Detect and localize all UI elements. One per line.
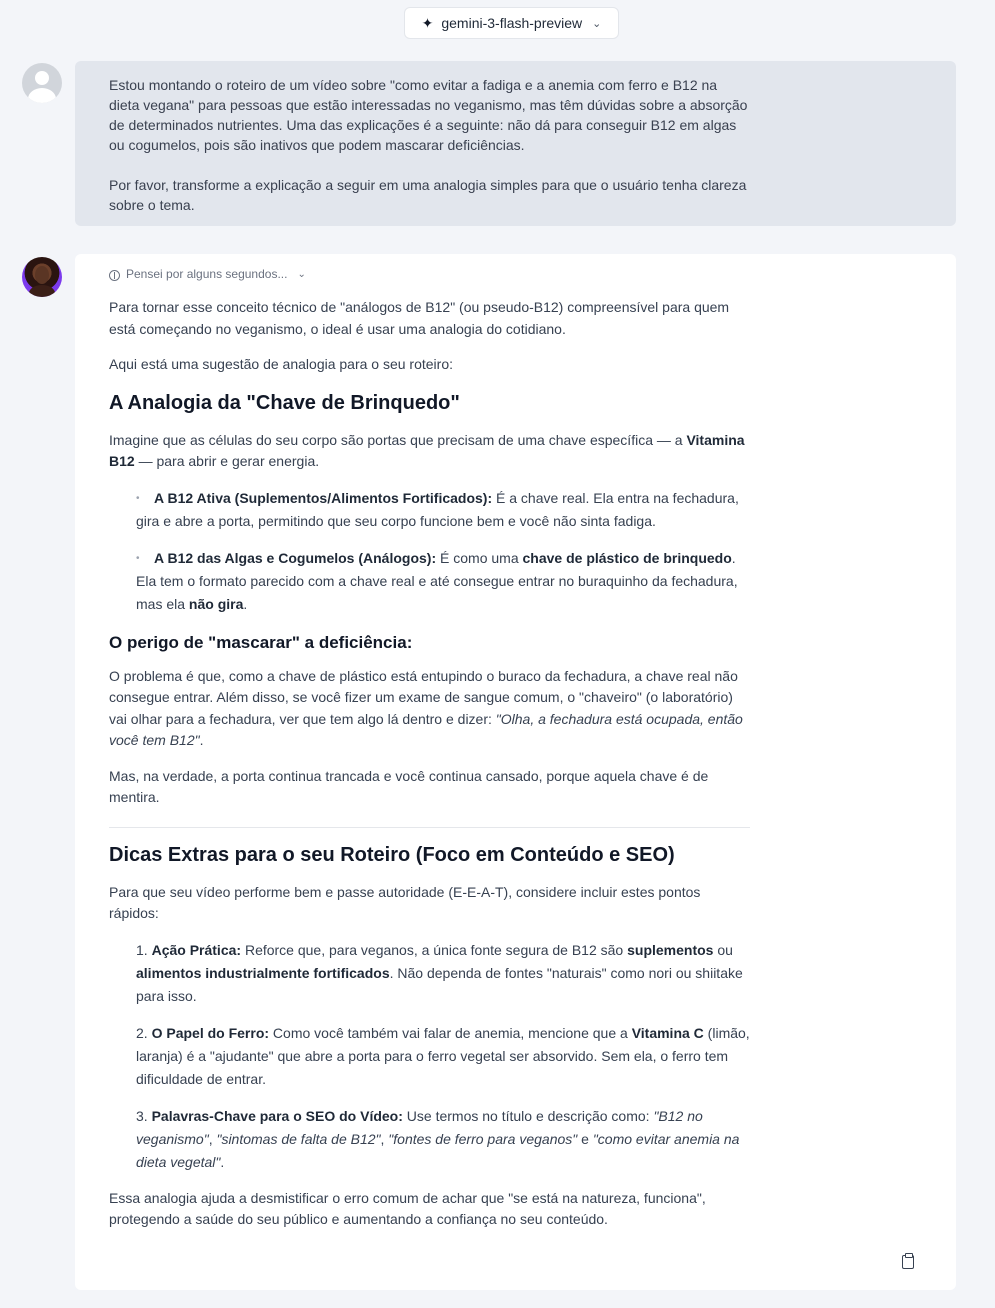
copy-button[interactable] [900, 1252, 916, 1270]
user-avatar [22, 63, 62, 103]
bullet-icon: • [136, 552, 140, 564]
list-item: • A B12 Ativa (Suplementos/Alimentos Fortificados): É a chave real. Ela entra na fechadura, gira e abre a porta, permitindo que seu corpo funcione bem e você não sinta fadiga. [136, 487, 750, 533]
section-subheading: O perigo de "mascarar" a deficiência: [109, 632, 413, 652]
section-heading: Dicas Extras para o seu Roteiro (Foco em Conteúdo e SEO) [109, 843, 675, 866]
paragraph: O problema é que, como a chave de plástico está entupindo o buraco da fechadura, a chave real não consegue entrar. Além disso, se você fizer um exame de sangue comum, o "chaveiro" (o laboratório) vai olhar para a fechadura, ver que tem algo lá dentro e dizer: "Olha, a fechadura está ocupada, então você tem B12". [109, 667, 743, 748]
user-message-paragraph: Por favor, transforme a explicação a seguir em uma analogia simples para que o usuário tenha clareza sobre o tema. [109, 177, 747, 213]
paragraph: Imagine que as células do seu corpo são portas que precisam de uma chave específica — a Vitamina B12 — para abrir e gerar energia. [109, 431, 745, 469]
user-message-paragraph: Estou montando o roteiro de um vídeo sobre "como evitar a fadiga e a anemia com ferro e B12 na dieta vegana" para pessoas que estão interessadas no veganismo, mas têm dúvidas sobre a absorção de determinados nutrientes. Uma das explicações é a seguinte: não dá para conseguir B12 em algas ou cogumelos, pois são inativos que podem mascarar deficiências. [109, 77, 748, 153]
brain-icon [109, 270, 120, 281]
thinking-toggle[interactable] [109, 266, 750, 284]
model-label: gemini-3-flash-preview [441, 15, 583, 31]
list-item: • A B12 das Algas e Cogumelos (Análogos): É como uma chave de plástico de brinquedo. Ela tem o formato parecido com a chave real e até consegue entrar no buraquinho da fechadura, mas ela não gira. [136, 547, 750, 616]
section-heading: A Analogia da "Chave de Brinquedo" [109, 391, 460, 414]
paragraph: Mas, na verdade, a porta continua trancada e você continua cansado, porque aquela chave é de mentira. [109, 767, 709, 805]
tips-list [109, 939, 750, 1174]
analogy-list [109, 487, 750, 616]
model-selector[interactable] [404, 7, 619, 39]
paragraph: Para que seu vídeo performe bem e passe autoridade (E-E-A-T), considere incluir estes pontos rápidos: [109, 883, 701, 921]
intro-paragraph: Para tornar esse conceito técnico de "análogos de B12" (ou pseudo-B12) compreensível para quem está começando no veganismo, o ideal é usar uma analogia do cotidiano. [109, 299, 730, 337]
sparkle-icon: ✦ [421, 14, 434, 31]
list-item: 2. O Papel do Ferro: Como você também vai falar de anemia, mencione que a Vitamina C (limão, laranja) é a "ajudante" que abre a porta para o ferro vegetal ser absorvido. Sem ela, o ferro tem dificuldade de entrar. [136, 1024, 750, 1087]
user-message [75, 61, 956, 226]
assistant-avatar [22, 257, 62, 297]
assistant-message [75, 254, 956, 1290]
bullet-icon: • [136, 492, 140, 504]
divider [109, 827, 750, 828]
intro-paragraph: Aqui está uma sugestão de analogia para o seu roteiro: [109, 356, 454, 372]
list-item: 1. Ação Prática: Reforce que, para veganos, a única fonte segura de B12 são suplementos ou alimentos industrialmente fortificados. Não dependa de fontes "naturais" como nori ou shiitake para isso. [136, 941, 743, 1004]
closing-paragraph: Essa analogia ajuda a desmistificar o erro comum de achar que "se está na natureza, funciona", protegendo a saúde do seu público e aumentando a confiança no seu conteúdo. [109, 1189, 706, 1227]
chevron-down-icon: ⌄ [297, 269, 306, 281]
chevron-down-icon: ⌄ [592, 17, 602, 30]
thinking-label: Pensei por alguns segundos... [126, 267, 288, 282]
list-item: 3. Palavras-Chave para o SEO do Vídeo: Use termos no título e descrição como: "B12 no veganismo", "sintomas de falta de B12", "fontes de ferro para veganos" e "como evitar anemia na dieta vegetal". [136, 1107, 740, 1170]
